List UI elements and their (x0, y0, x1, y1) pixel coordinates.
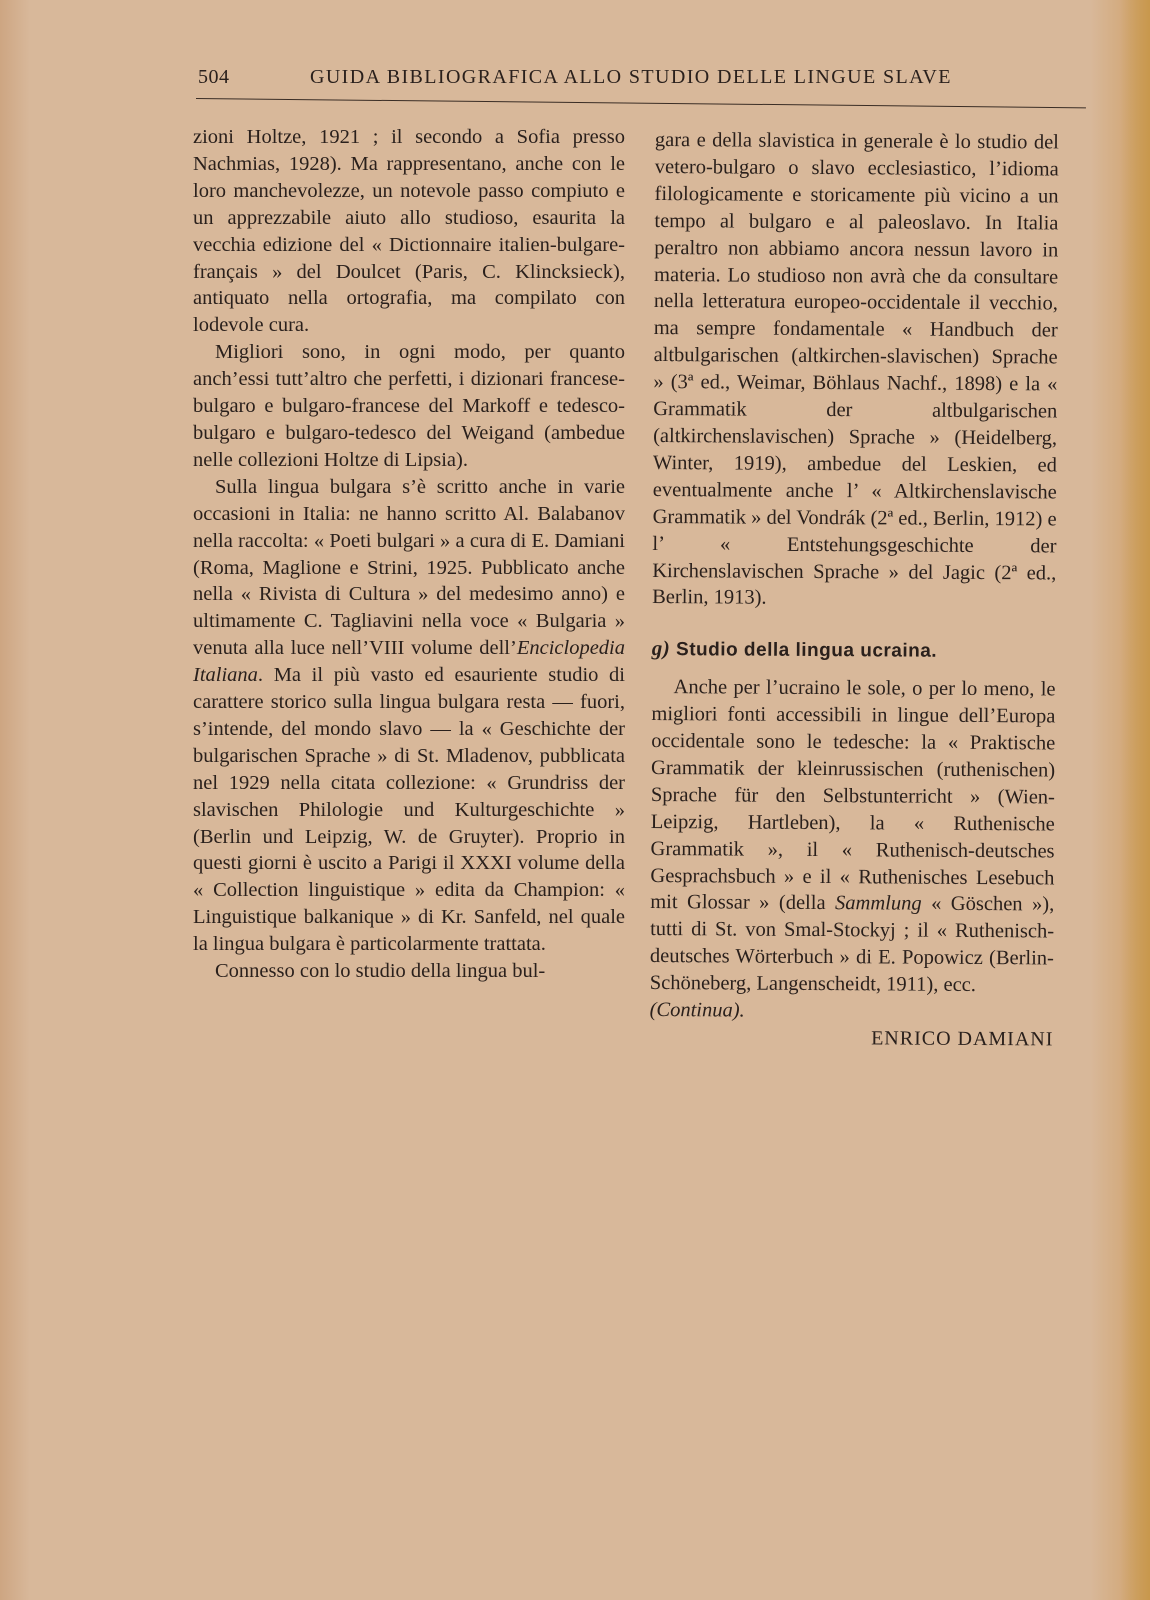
running-title: GUIDA BIBLIOGRAFICA ALLO STUDIO DELLE LINGUE SLAVE (310, 66, 952, 88)
enciclopedia-title: Enciclopedia Italiana (193, 637, 625, 687)
paragraph-ucraino-text-2: « Göschen »), tutti di St. von Smal-Stockyj ; il « Ruthenisch-deutsches Wörterbuch » di E. Popowicz (Berlin-Schöneberg, Langenscheidt, 1911), ecc. (649, 893, 1055, 997)
continua-note: (Continua). (649, 999, 745, 1022)
paragraph-connesso: Connesso con lo studio della lingua bul- (215, 960, 546, 983)
paragraph-bulgaro-italia (193, 474, 625, 958)
paragraph-bulgaro-text-1: Sulla lingua bulgara s’è scritto anche in varie occasioni in Italia: ne hanno scritto Al. Balabanov nella raccolta: « Poeti bulgari » a cura di E. Damiani (Roma, Maglione e Strini, 1925. Pubblicato anche nella « Rivista di Cultura » del medesimo anno) e ultimamente C. Tagliavini nella voce « Bulgaria » venuta alla luce nell’VIII volume dell’ (193, 475, 625, 660)
section-letter: g) (651, 636, 671, 661)
sammlung-title: Sammlung (835, 892, 922, 916)
page-number: 504 (198, 66, 230, 88)
page-edge-shadow (1120, 0, 1150, 1600)
section-title: Studio della lingua ucraina. (676, 639, 938, 663)
right-column (649, 127, 1059, 1053)
paragraph-continued: zioni Holtze, 1921 ; il secondo a Sofia presso Nachmias, 1928). Ma rappresentano, anche con le loro manchevolezze, un notevole passo compiuto e un apprezzabile aiuto allo studioso, esaurita la vecchia edizione del « Dictionnaire italien-bulgare-français » del Doulcet (Paris, C. Klincksieck), antiquato nella ortografia, ma compilato con lodevole cura. (193, 126, 625, 337)
author-signature: ENRICO DAMIANI (871, 1027, 1054, 1051)
section-heading-ucraina (652, 635, 1056, 666)
paragraph-vetero-bulgaro: gara e della slavistica in generale è lo studio del vetero-bulgaro o slavo ecclesiastico, l’idioma filologicamente e storicamente più vicino a un tempo al bulgaro e al paleoslavo. In Italia peraltro non abbiamo ancora nessun lavoro in materia. Lo studioso non avrà che da consultare nella letteratura europeo-occidentale il vecchio, ma sempre fondamentale « Handbuch der altbulgarischen (altkirchen-slavischen) Sprache » (3ª ed., Weimar, Böhlaus Nachf., 1898) e la « Grammatik der altbulgarischen (altkirchenslavischen) Sprache » (Heidelberg, Winter, 1919), ambedue del Leskien, ed eventualmente anche l’ « Altkirchenslavische Grammatik » del Vondrák (2ª ed., Berlin, 1912) e l’ « Entstehungsgeschichte der Kirchenslavischen Sprache » del Jagic (2ª ed., Berlin, 1913). (652, 128, 1059, 610)
paragraph-bulgaro-text-2: . Ma il più vasto ed esauriente studio di carattere storico sulla lingua bulgara resta — fuori, s’intende, del mondo slavo — la « Geschichte der bulgarischen Sprache » di St. Mladenov, pubblicata nel 1929 nella citata collezione: « Grundriss der slavischen Philologie und Kulturgeschichte » (Berlin und Leipzig, W. de Gruyter). Proprio in questi giorni è uscito a Parigi il XXXI volume della « Collection linguistique » edita da Champion: « Linguistique balkanique » di Kr. Sanfeld, nel quale la lingua bulgara è particolarmente trattata. (193, 664, 625, 956)
paragraph-ucraino-text-1: Anche per l’ucraino le sole, o per lo meno, le migliori fonti accessibili in lingue dell’Europa occidentale sono le tedesche: la « Praktische Grammatik der kleinrussischen (ruthenischen) Sprache für den Selbstunterricht » (Wien-Leipzig, Hartleben), la « Ruthenische Grammatik », il « Ruthenisch-deutsches Gesprachsbuch » e il « Ruthenisches Lesebuch mit Glossar » (della (650, 676, 1056, 915)
left-column (193, 124, 625, 985)
paragraph-dizionari: Migliori sono, in ogni modo, per quanto anch’essi tutt’altro che perfetti, i dizionari francese-bulgaro e bulgaro-francese del Markoff e tedesco-bulgaro e bulgaro-tedesco del Weigand (ambedue nelle collezioni Holtze di Lipsia). (193, 341, 625, 471)
page-header (198, 66, 998, 100)
paragraph-ucraino (650, 674, 1056, 999)
